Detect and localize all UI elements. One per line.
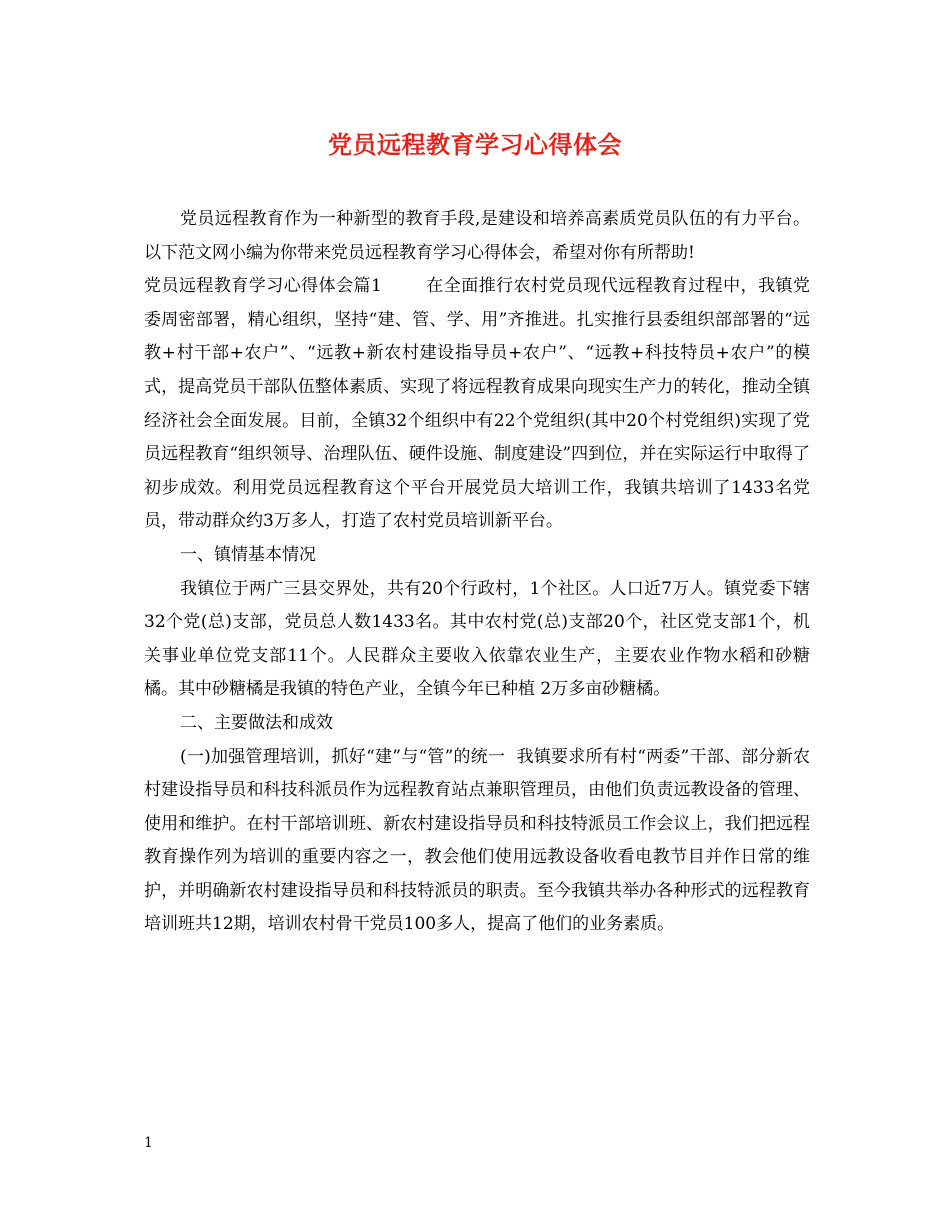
section1-heading: 一、镇情基本情况: [180, 544, 316, 565]
intro-paragraph: 党员远程教育作为一种新型的教育手段,是建设和培养高素质党员队伍的有力平台。以下范文网小编为你带来党员远程教育学习心得体会，希望对你有所帮助!: [144, 209, 810, 263]
piece-body: 在全面推行农村党员现代远程教育过程中，我镇党委周密部署，精心组织，坚持“建、管、学、用”齐推进。扎实推行县委组织部部署的“远教+村干部+农户”、“远教+新农村建设指导员+农户”、“远教+科技特员+农户”的模式，提高党员干部队伍整体素质、实现了将远程教育成果向现实生产力的转化，推动全镇经济社会全面发展。目前，全镇32个组织中有22个党组织(其中20个村党组织)实现了党员远程教育“组织领导、治理队伍、硬件设施、制度建设”四到位，并在实际运行中取得了初步成效。利用党员远程教育这个平台开展党员大培训工作，我镇共培训了1433名党员，带动群众约3万多人，打造了农村党员培训新平台。: [144, 276, 810, 532]
subsection1-heading: (一)加强管理培训，抓好“建”与“管”的统一: [180, 746, 506, 767]
section1-body: 我镇位于两广三县交界处，共有20个行政村，1个社区。人口近7万人。镇党委下辖32个党(总)支部，党员总人数1433名。其中农村党(总)支部20个，社区党支部1个，机关事业单位党支部11个。人民群众主要收入依靠农业生产，主要农业作物水稻和砂糖橘。其中砂糖橘是我镇的特色产业，全镇今年已种植 2万多亩砂糖橘。: [144, 578, 810, 700]
document-body: [144, 203, 810, 942]
page-number: 1: [144, 1135, 153, 1151]
section2-heading: 二、主要做法和成效: [180, 712, 333, 733]
document-title: 党员远程教育学习心得体会: [328, 130, 622, 159]
subsection1-body: 我镇要求所有村“两委”干部、部分新农村建设指导员和科技科派员作为远程教育站点兼职管理员，由他们负责远教设备的管理、使用和维护。在村干部培训班、新农村建设指导员和科技特派员工作会议上，我们把远程教育操作列为培训的重要内容之一，教会他们使用远教设备收看电教节目并作日常的维护，并明确新农村建设指导员和科技特派员的职责。至今我镇共举办各种形式的远程教育培训班共12期，培训农村骨干党员100多人，提高了他们的业务素质。: [144, 746, 811, 935]
subsection1-paragraph: [144, 741, 810, 943]
piece-paragraph: [144, 270, 810, 539]
subsection1-gap: [505, 747, 516, 767]
piece-heading: 党员远程教育学习心得体会篇1: [144, 276, 382, 297]
